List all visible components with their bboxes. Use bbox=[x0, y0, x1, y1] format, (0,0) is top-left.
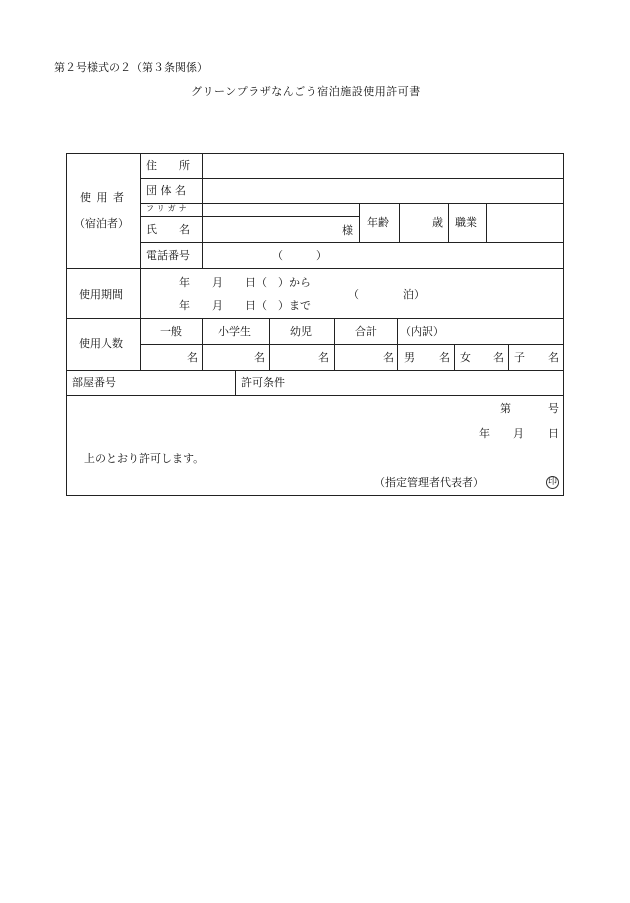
header-breakdown: （内訳） bbox=[400, 325, 444, 338]
header-general: 一般 bbox=[160, 325, 182, 338]
unit-mei: 名 bbox=[254, 351, 265, 364]
col-line bbox=[202, 153, 203, 268]
male-label: 男 bbox=[404, 351, 415, 364]
row-line bbox=[140, 203, 564, 204]
col-line bbox=[448, 203, 449, 242]
header-total: 合計 bbox=[355, 325, 377, 338]
date-month: 月 bbox=[513, 427, 524, 440]
condition-label: 許可条件 bbox=[241, 376, 285, 389]
col-line bbox=[454, 344, 455, 370]
group-name-label: 団 体 名 bbox=[146, 184, 186, 197]
period-label: 使用期間 bbox=[79, 288, 123, 301]
date-year: 年 bbox=[479, 427, 490, 440]
furigana-label: フリガナ bbox=[146, 204, 190, 213]
unit-mei: 名 bbox=[383, 351, 394, 364]
form-border-left bbox=[66, 153, 67, 496]
row-line bbox=[66, 370, 564, 371]
nights: （ 泊） bbox=[348, 288, 425, 301]
form-border-bottom bbox=[66, 495, 564, 496]
lodger-label: （宿泊者） bbox=[74, 217, 129, 230]
job-label: 職業 bbox=[455, 216, 477, 229]
unit-mei: 名 bbox=[318, 351, 329, 364]
child-label: 子 bbox=[514, 351, 525, 364]
period-from: 年 月 日（ ）から bbox=[179, 276, 311, 289]
col-line bbox=[397, 318, 398, 370]
unit-mei: 名 bbox=[548, 351, 559, 364]
col-line bbox=[508, 344, 509, 370]
address-label: 住 所 bbox=[146, 159, 190, 172]
permit-statement: 上のとおり許可します。 bbox=[84, 452, 205, 465]
unit-mei: 名 bbox=[439, 351, 450, 364]
unit-mei: 名 bbox=[493, 351, 504, 364]
age-unit: 歳 bbox=[432, 216, 443, 229]
form-number: 第２号様式の２（第３条関係） bbox=[54, 61, 208, 74]
header-infant: 幼児 bbox=[290, 325, 312, 338]
unit-mei: 名 bbox=[187, 351, 198, 364]
permit-go: 号 bbox=[548, 402, 559, 415]
user-label: 使 用 者 bbox=[80, 191, 125, 204]
col-line bbox=[334, 318, 335, 370]
label-column-divider bbox=[140, 153, 141, 370]
header-elementary: 小学生 bbox=[218, 325, 251, 338]
room-label: 部屋番号 bbox=[72, 376, 116, 389]
seal-mark: 印 bbox=[547, 477, 557, 487]
age-label: 年齢 bbox=[367, 216, 389, 229]
col-line bbox=[202, 318, 203, 370]
col-line bbox=[269, 318, 270, 370]
page-title: グリーンプラザなんごう宿泊施設使用許可書 bbox=[191, 85, 421, 98]
col-line bbox=[359, 203, 360, 242]
period-to: 年 月 日（ ）まで bbox=[179, 299, 311, 312]
row-line bbox=[140, 178, 564, 179]
form-border-right bbox=[563, 153, 564, 496]
row-line bbox=[140, 344, 564, 345]
name-label: 氏 名 bbox=[146, 223, 190, 236]
female-label: 女 bbox=[460, 351, 471, 364]
row-line bbox=[140, 242, 564, 243]
col-line bbox=[235, 370, 236, 395]
sama-suffix: 様 bbox=[342, 224, 353, 237]
manager-label: （指定管理者代表者） bbox=[374, 476, 484, 489]
col-line bbox=[486, 203, 487, 242]
people-label: 使用人数 bbox=[79, 337, 123, 350]
row-line bbox=[140, 216, 359, 217]
row-line bbox=[66, 395, 564, 396]
date-day: 日 bbox=[548, 427, 559, 440]
col-line bbox=[399, 203, 400, 242]
phone-paren: （ ） bbox=[272, 249, 327, 262]
phone-label: 電話番号 bbox=[146, 249, 190, 262]
permit-dai: 第 bbox=[500, 402, 511, 415]
